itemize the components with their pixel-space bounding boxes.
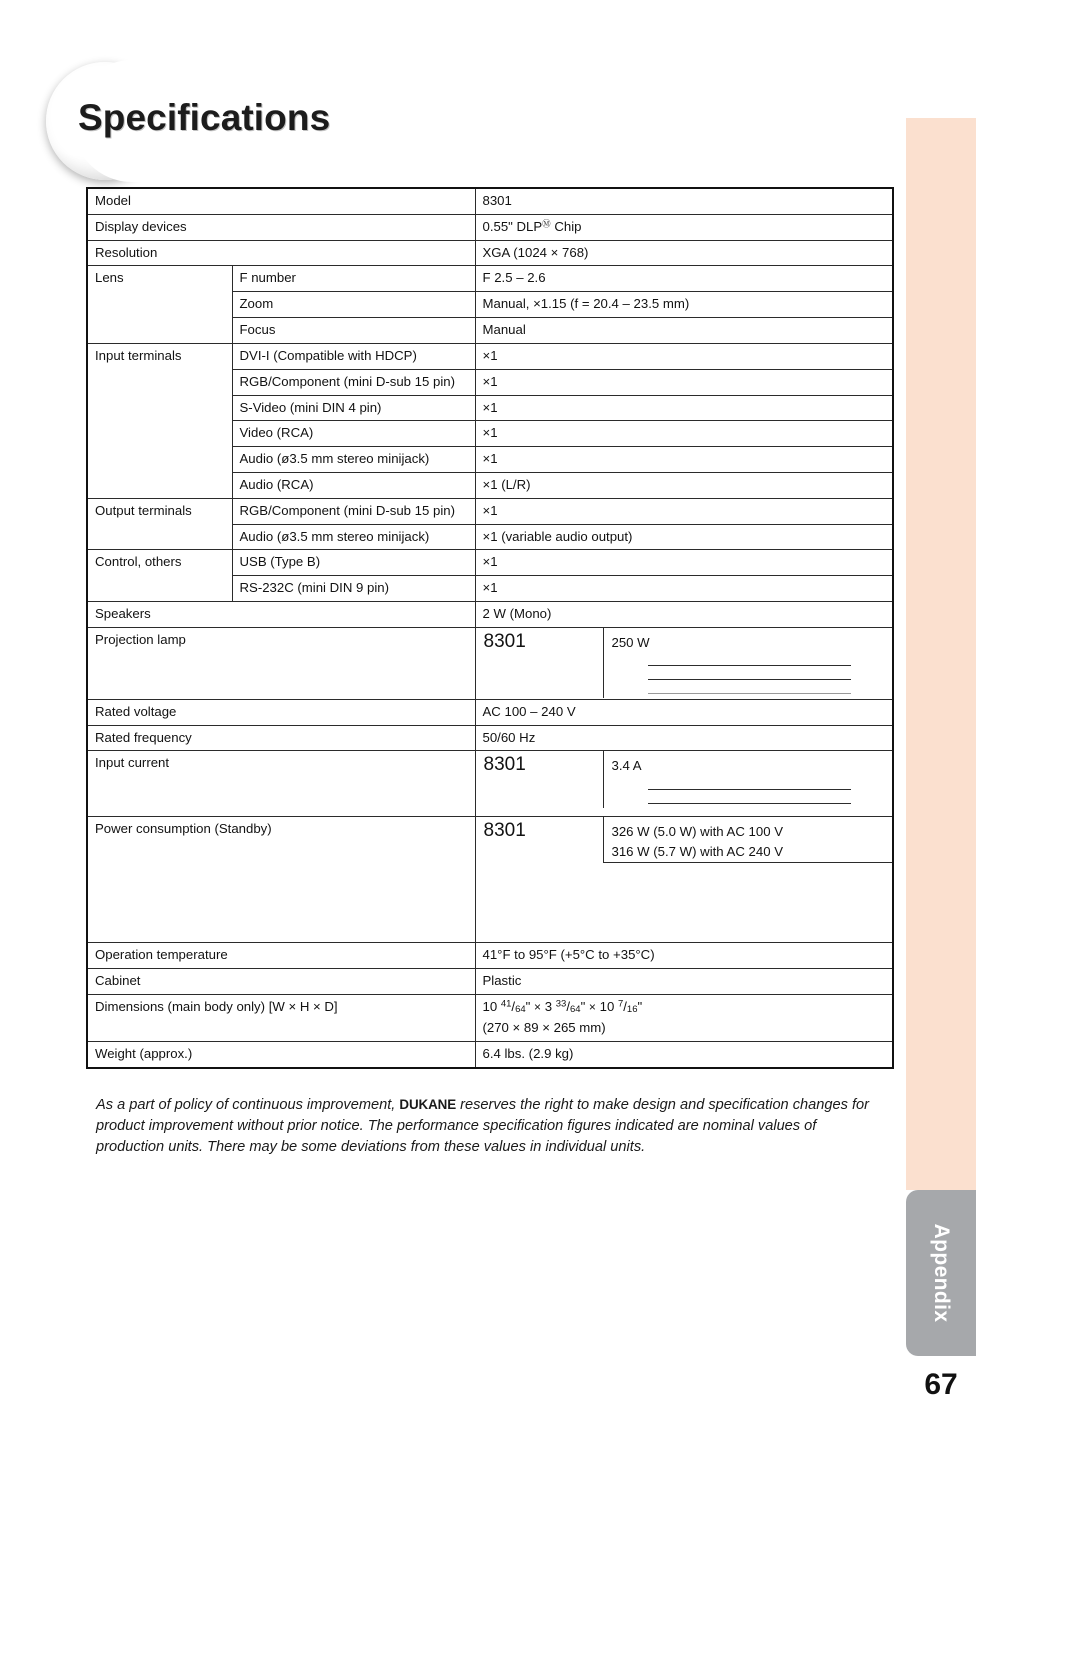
row-sublabel: Video (RCA) bbox=[232, 421, 475, 447]
multiply-sign: × bbox=[534, 1000, 542, 1015]
row-label-continuation bbox=[87, 318, 232, 344]
row-label-continuation bbox=[87, 524, 232, 550]
dim-w-whole: 10 bbox=[482, 999, 498, 1015]
table-row bbox=[87, 725, 893, 751]
row-value: ×1 bbox=[475, 343, 893, 369]
row-label: Display devices bbox=[87, 214, 475, 240]
row-label-continuation bbox=[87, 472, 232, 498]
dim-w-num: 41 bbox=[500, 998, 512, 1010]
row-label-continuation bbox=[87, 421, 232, 447]
row-sublabel: Zoom bbox=[232, 292, 475, 318]
row-value: 41°F to 95°F (+5°C to +35°C) bbox=[475, 943, 893, 969]
row-value-model-split bbox=[475, 751, 893, 817]
row-value: ×1 bbox=[475, 421, 893, 447]
table-row bbox=[87, 421, 893, 447]
row-value: XGA (1024 × 768) bbox=[475, 240, 893, 266]
table-row bbox=[87, 240, 893, 266]
table-row-projection-lamp bbox=[87, 627, 893, 699]
table-row bbox=[87, 524, 893, 550]
dimensions-metric: (270 × 89 × 265 mm) bbox=[482, 1020, 606, 1035]
row-label: Speakers bbox=[87, 602, 475, 628]
model-value bbox=[604, 817, 893, 863]
display-device-text: 0.55" DLPⓂ Chip bbox=[482, 218, 582, 234]
table-row bbox=[87, 266, 893, 292]
row-value: ×1 bbox=[475, 576, 893, 602]
row-label: Dimensions (main body only) [W × H × D] bbox=[87, 995, 475, 1042]
dim-h-den: 64 bbox=[569, 1004, 581, 1016]
table-row-input-current bbox=[87, 751, 893, 817]
table-row bbox=[87, 699, 893, 725]
multiply-sign: × bbox=[588, 1000, 596, 1015]
row-sublabel: Audio (RCA) bbox=[232, 472, 475, 498]
row-label: Input current bbox=[87, 751, 475, 817]
dim-d-den: 16 bbox=[626, 1004, 638, 1016]
redacted-line bbox=[648, 789, 851, 790]
row-value: Manual, ×1.15 (f = 20.4 – 23.5 mm) bbox=[475, 292, 893, 318]
brand-name: DUKANE bbox=[399, 1097, 457, 1112]
dim-d-fraction: $^7/_{16}$" bbox=[617, 998, 643, 1016]
row-value: ×1 (L/R) bbox=[475, 472, 893, 498]
row-label: Operation temperature bbox=[87, 943, 475, 969]
power-line-240v: 316 W (5.7 W) with AC 240 V bbox=[611, 843, 784, 859]
model-value bbox=[604, 751, 893, 807]
row-value: 2 W (Mono) bbox=[475, 602, 893, 628]
row-sublabel: RS-232C (mini DIN 9 pin) bbox=[232, 576, 475, 602]
table-row bbox=[87, 576, 893, 602]
model-split-wrap bbox=[476, 817, 893, 863]
redacted-line bbox=[648, 693, 851, 694]
lamp-wattage: 250 W bbox=[611, 634, 650, 650]
row-value-model-split bbox=[475, 817, 893, 943]
row-value: ×1 (variable audio output) bbox=[475, 524, 893, 550]
table-row bbox=[87, 369, 893, 395]
table-row bbox=[87, 318, 893, 344]
row-value: F 2.5 – 2.6 bbox=[475, 266, 893, 292]
row-sublabel: RGB/Component (mini D-sub 15 pin) bbox=[232, 369, 475, 395]
dim-h-num: 33 bbox=[555, 998, 567, 1010]
table-row-dimensions bbox=[87, 995, 893, 1042]
row-value: ×1 bbox=[475, 447, 893, 473]
row-label: Model bbox=[87, 188, 475, 214]
row-value bbox=[475, 995, 893, 1042]
note-part1: As a part of policy of continuous improvement, bbox=[96, 1097, 396, 1113]
table-row bbox=[87, 1041, 893, 1067]
row-label-continuation bbox=[87, 292, 232, 318]
power-line-100v: 326 W (5.0 W) with AC 100 V bbox=[611, 824, 784, 840]
row-value: AC 100 – 240 V bbox=[475, 699, 893, 725]
table-row bbox=[87, 214, 893, 240]
note-part2: reserves the right to make design and specification changes for product improvement without prior notice. The performance specification figures indicated are nominal values of production units. There may be some deviations from these values in individual units. bbox=[96, 1097, 869, 1156]
table-row bbox=[87, 498, 893, 524]
row-label-continuation bbox=[87, 447, 232, 473]
row-label-continuation bbox=[87, 395, 232, 421]
dimensions-inches bbox=[483, 998, 887, 1017]
row-label-continuation bbox=[87, 576, 232, 602]
table-row bbox=[87, 550, 893, 576]
dim-d-num: 7 bbox=[617, 998, 624, 1010]
row-sublabel: Focus bbox=[232, 318, 475, 344]
row-label-continuation bbox=[87, 369, 232, 395]
row-label: Weight (approx.) bbox=[87, 1041, 475, 1067]
table-row bbox=[87, 602, 893, 628]
dim-w-den: 64 bbox=[515, 1004, 526, 1016]
table-row bbox=[87, 188, 893, 214]
dim-h-fraction: $^{33}/_{64}$" bbox=[555, 998, 586, 1016]
redacted-line bbox=[648, 665, 851, 666]
row-label: Projection lamp bbox=[87, 627, 475, 699]
table-row bbox=[87, 969, 893, 995]
table-row bbox=[87, 943, 893, 969]
row-label: Input terminals bbox=[87, 343, 232, 369]
model-value bbox=[604, 628, 893, 698]
row-label: Rated voltage bbox=[87, 699, 475, 725]
model-split-wrap bbox=[476, 751, 893, 807]
specifications-table bbox=[86, 187, 894, 1069]
row-value: 8301 bbox=[475, 188, 893, 214]
row-value-model-split bbox=[475, 627, 893, 699]
model-split-wrap bbox=[476, 628, 893, 698]
redacted-line bbox=[648, 803, 851, 804]
side-tab-appendix[interactable] bbox=[906, 1190, 976, 1356]
side-color-band bbox=[906, 118, 976, 1190]
row-label: Resolution bbox=[87, 240, 475, 266]
row-sublabel: F number bbox=[232, 266, 475, 292]
row-sublabel: S-Video (mini DIN 4 pin) bbox=[232, 395, 475, 421]
row-label: Rated frequency bbox=[87, 725, 475, 751]
row-label: Cabinet bbox=[87, 969, 475, 995]
row-value: ×1 bbox=[475, 395, 893, 421]
row-label: Lens bbox=[87, 266, 232, 292]
row-value bbox=[475, 214, 893, 240]
model-name: 8301 bbox=[476, 817, 604, 863]
row-label: Control, others bbox=[87, 550, 232, 576]
table-row bbox=[87, 472, 893, 498]
row-label: Power consumption (Standby) bbox=[87, 817, 475, 943]
table-row bbox=[87, 292, 893, 318]
row-value: ×1 bbox=[475, 498, 893, 524]
row-sublabel: USB (Type B) bbox=[232, 550, 475, 576]
dim-h-whole: 3 bbox=[544, 999, 553, 1015]
table-row bbox=[87, 395, 893, 421]
row-value: Plastic bbox=[475, 969, 893, 995]
row-sublabel: RGB/Component (mini D-sub 15 pin) bbox=[232, 498, 475, 524]
table-row bbox=[87, 447, 893, 473]
page-title: Specifications bbox=[78, 97, 331, 138]
side-tab-label: Appendix bbox=[930, 1223, 953, 1323]
row-sublabel: Audio (ø3.5 mm stereo minijack) bbox=[232, 524, 475, 550]
row-label: Output terminals bbox=[87, 498, 232, 524]
redacted-line bbox=[648, 679, 851, 680]
row-sublabel: Audio (ø3.5 mm stereo minijack) bbox=[232, 447, 475, 473]
row-value: 6.4 lbs. (2.9 kg) bbox=[475, 1041, 893, 1067]
page-number: 67 bbox=[924, 1368, 958, 1401]
table-row bbox=[87, 343, 893, 369]
model-name: 8301 bbox=[476, 628, 604, 698]
dim-w-fraction: $^{41}/_{64}$" bbox=[500, 998, 531, 1016]
table-row-power-consumption bbox=[87, 817, 893, 943]
input-current-amps: 3.4 A bbox=[611, 758, 642, 774]
row-value: ×1 bbox=[475, 550, 893, 576]
row-value: 50/60 Hz bbox=[475, 725, 893, 751]
row-value: ×1 bbox=[475, 369, 893, 395]
row-value: Manual bbox=[475, 318, 893, 344]
row-sublabel: DVI-I (Compatible with HDCP) bbox=[232, 343, 475, 369]
dim-d-whole: 10 bbox=[599, 999, 615, 1015]
disclaimer-note bbox=[96, 1095, 876, 1158]
model-name: 8301 bbox=[476, 751, 604, 807]
